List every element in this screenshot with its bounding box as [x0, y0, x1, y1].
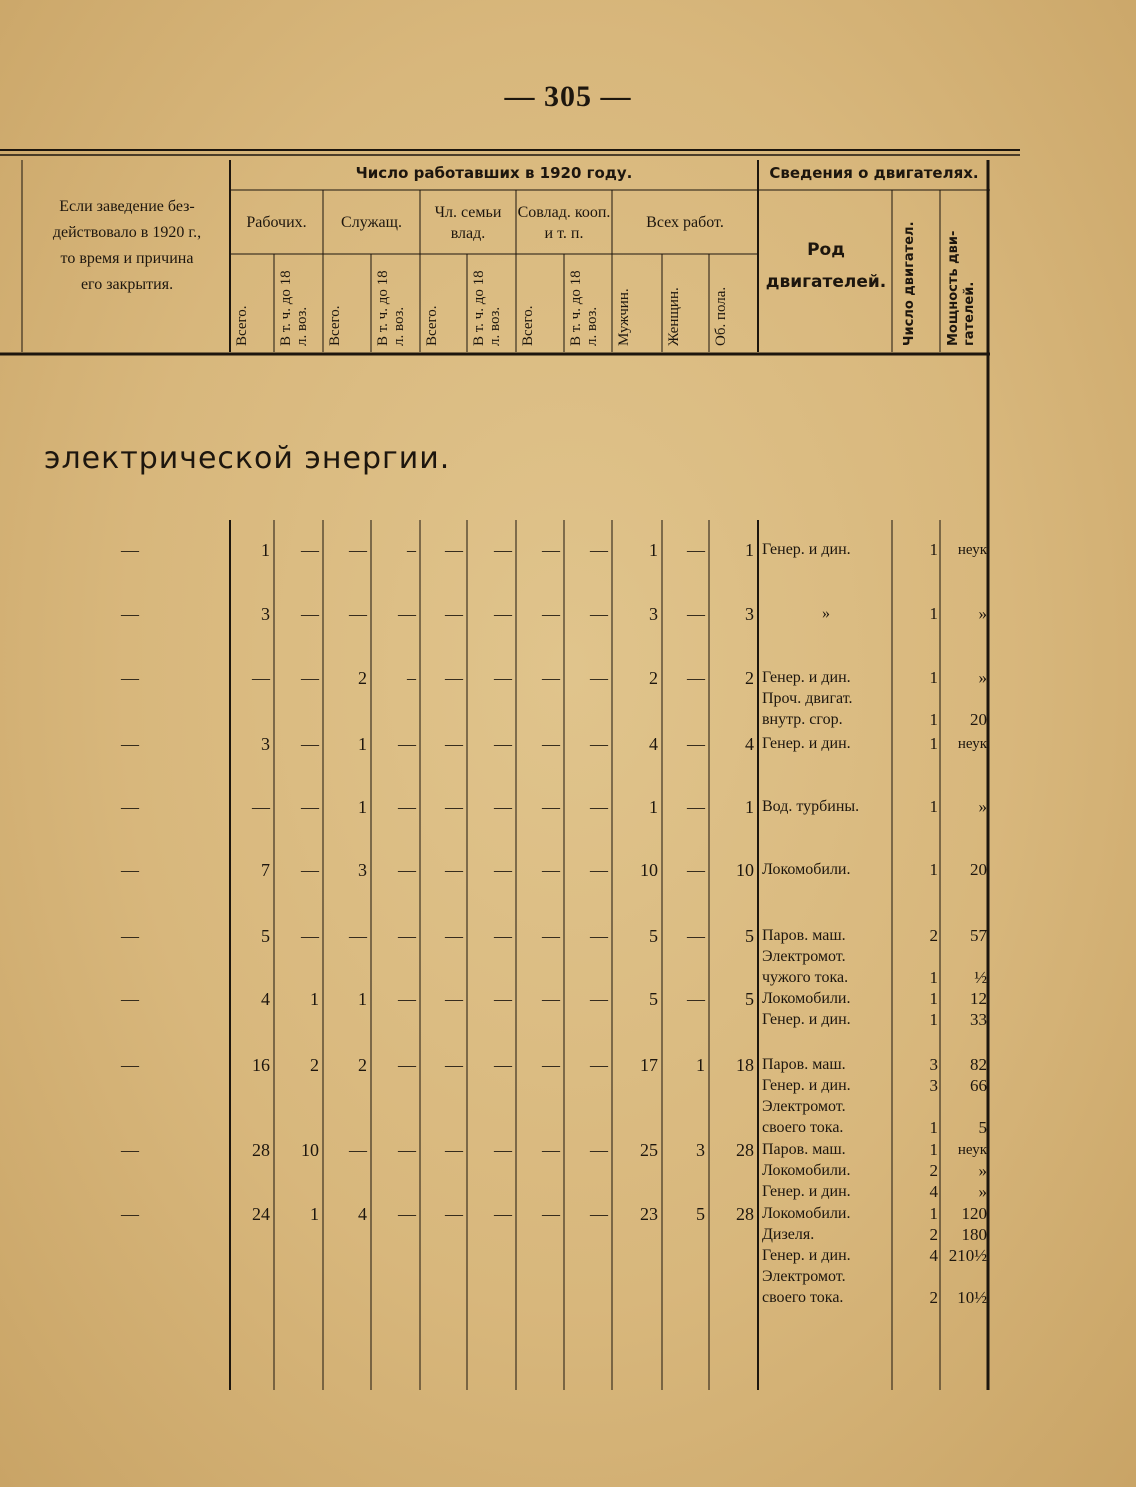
engine-count-cell: 2 — [929, 1161, 938, 1180]
table-cell: 4 — [649, 734, 658, 754]
engine-power-cell: » — [978, 668, 987, 687]
table-cell: — — [301, 860, 319, 880]
table-cell: 1 — [358, 797, 367, 817]
table-cell: — — [445, 1055, 463, 1075]
engine-kind-cell: Вод. турбины. — [762, 798, 860, 815]
table-cell: 1 — [696, 1055, 705, 1075]
subheader-both: Об. пола. — [713, 286, 729, 346]
engine-kind-line: двигателей. — [765, 272, 887, 292]
subheader-total: Всего. — [234, 305, 250, 346]
table-cell: 1 — [649, 797, 658, 817]
closure-cell: — — [121, 604, 139, 624]
table-cell: 1 — [358, 989, 367, 1009]
engine-power-cell: 33 — [970, 1010, 987, 1029]
subheader-minors: В т. ч. до 18 л. воз. — [278, 270, 310, 346]
engine-kind-cell: чужого тока. — [762, 969, 849, 986]
table-cell: — — [687, 989, 705, 1009]
table-cell: 5 — [745, 926, 754, 946]
table-cell: 2 — [358, 668, 367, 688]
engine-count-cell: 1 — [929, 1204, 938, 1223]
table-cell: — — [590, 860, 608, 880]
subheader-total: Всего. — [424, 305, 440, 346]
page-number: — 305 — — [504, 80, 632, 113]
table-cell: — — [542, 604, 560, 624]
table-cell: – — [407, 540, 416, 560]
closure-cell: — — [121, 926, 139, 946]
table-cell: — — [398, 989, 416, 1009]
engine-power-cell: 57 — [970, 926, 987, 945]
table-cell: 1 — [310, 989, 319, 1009]
table-cell: — — [590, 1140, 608, 1160]
table-cell: — — [494, 540, 512, 560]
table-cell: — — [252, 797, 270, 817]
table-cell: 3 — [261, 604, 270, 624]
engine-kind-cell: Генер. и дин. — [762, 669, 851, 686]
engine-power-cell: » — [978, 1161, 987, 1180]
engine-count-cell: 3 — [929, 1076, 938, 1095]
table-cell: — — [301, 797, 319, 817]
engine-kind-cell: Генер. и дин. — [762, 1183, 851, 1200]
table-cell: – — [407, 668, 416, 688]
table-cell: — — [398, 797, 416, 817]
engine-kind-cell: Генер. и дин. — [762, 541, 851, 558]
engine-count-cell: 1 — [929, 797, 938, 816]
engine-power-header: Мощность дви-гателей. — [946, 230, 977, 346]
table-cell: — — [445, 540, 463, 560]
engine-kind-cell: Локомобили. — [762, 1205, 851, 1222]
table-cell: 4 — [358, 1204, 367, 1224]
table-cell: — — [542, 1140, 560, 1160]
engine-power-cell: » — [978, 1182, 987, 1201]
subheader-minors: В т. ч. до 18 л. воз. — [375, 270, 407, 346]
engine-count-cell: 1 — [929, 604, 938, 623]
closure-cell: — — [121, 1204, 139, 1224]
table-cell: — — [349, 540, 367, 560]
table-cell: — — [494, 1055, 512, 1075]
table-cell: — — [445, 668, 463, 688]
engine-count-cell: 1 — [929, 1010, 938, 1029]
table-cell: — — [494, 989, 512, 1009]
table-cell: 3 — [696, 1140, 705, 1160]
table-cell: 1 — [358, 734, 367, 754]
engine-power-cell: 20 — [970, 860, 987, 879]
table-cell: — — [687, 604, 705, 624]
subheader-men: Мужчин. — [616, 288, 632, 346]
table-cell: — — [349, 1140, 367, 1160]
closure-note-line: действовало в 1920 г., — [52, 224, 202, 241]
engine-count-cell: 1 — [929, 860, 938, 879]
engine-kind-cell: Электромот. — [762, 948, 846, 965]
table-cell: 1 — [649, 540, 658, 560]
table-cell: — — [398, 1055, 416, 1075]
table-cell: — — [590, 604, 608, 624]
table-cell: — — [687, 860, 705, 880]
table-cell: 7 — [261, 860, 270, 880]
table-cell: — — [687, 926, 705, 946]
closure-cell: — — [121, 734, 139, 754]
engine-power-cell: 210½ — [948, 1246, 987, 1265]
engine-kind-cell: » — [822, 605, 830, 622]
table-cell: — — [445, 926, 463, 946]
table-cell: — — [252, 668, 270, 688]
engine-kind-cell: Локомобили. — [762, 1162, 851, 1179]
closure-cell: — — [121, 797, 139, 817]
table-cell: 10 — [301, 1140, 319, 1160]
engine-kind-cell: Генер. и дин. — [762, 1011, 851, 1028]
engine-kind-cell: Локомобили. — [762, 990, 851, 1007]
table-cell: — — [542, 668, 560, 688]
closure-cell: — — [121, 1140, 139, 1160]
table-cell: 5 — [649, 989, 658, 1009]
table-cell: — — [445, 734, 463, 754]
table-cell: 5 — [745, 989, 754, 1009]
engine-count-cell: 1 — [929, 710, 938, 729]
table-cell: — — [494, 604, 512, 624]
engine-kind-cell: внутр. сгор. — [762, 711, 843, 728]
engine-count-cell: 1 — [929, 668, 938, 687]
table-cell: — — [445, 604, 463, 624]
table-cell: — — [494, 926, 512, 946]
engine-count-cell: 3 — [929, 1055, 938, 1074]
table-cell: — — [301, 734, 319, 754]
table-cell: — — [590, 1055, 608, 1075]
table-cell: — — [445, 797, 463, 817]
table-cell: 4 — [261, 989, 270, 1009]
table-cell: — — [349, 926, 367, 946]
table-cell: — — [398, 734, 416, 754]
engine-count-cell: 4 — [929, 1182, 938, 1201]
engine-kind-cell: Паров. маш. — [762, 1056, 846, 1073]
engine-count-cell: 1 — [929, 734, 938, 753]
table-cell: — — [301, 540, 319, 560]
table-cell: — — [445, 860, 463, 880]
engine-power-cell: 82 — [970, 1055, 987, 1074]
engine-kind-cell: своего тока. — [762, 1119, 844, 1136]
engine-count-cell: 1 — [929, 968, 938, 987]
table-cell: — — [445, 1204, 463, 1224]
engine-kind-cell: Проч. двигат. — [762, 690, 853, 707]
table-cell: — — [349, 604, 367, 624]
table-cell: — — [494, 1204, 512, 1224]
table-cell: — — [687, 797, 705, 817]
table-cell: — — [445, 1140, 463, 1160]
engine-count-cell: 2 — [929, 926, 938, 945]
workers-title: Число работавших в 1920 году. — [355, 164, 633, 182]
table-cell: — — [687, 540, 705, 560]
table-cell: 3 — [745, 604, 754, 624]
engine-kind-cell: Электромот. — [762, 1098, 846, 1115]
table-cell: — — [398, 860, 416, 880]
table-cell: — — [590, 797, 608, 817]
closure-cell: — — [121, 860, 139, 880]
group-all: Всех работ. — [646, 214, 724, 231]
table-cell: 1 — [745, 797, 754, 817]
table-cell: — — [494, 668, 512, 688]
engine-kind-cell: Электромот. — [762, 1268, 846, 1285]
table-cell: — — [542, 989, 560, 1009]
engine-power-cell: неук — [957, 736, 987, 752]
table-cell: — — [542, 1204, 560, 1224]
group-coowners: Совлад. кооп. и т. п. — [517, 204, 611, 242]
engine-kind-cell: Генер. и дин. — [762, 1077, 851, 1094]
table-cell: — — [398, 604, 416, 624]
engine-kind-header — [760, 240, 892, 292]
table-cell: — — [590, 540, 608, 560]
table-cell: — — [494, 734, 512, 754]
table-cell: 1 — [310, 1204, 319, 1224]
engine-count-cell: 1 — [929, 989, 938, 1008]
group-family: Чл. семьи влад. — [434, 204, 502, 242]
engine-kind-cell: Генер. и дин. — [762, 1247, 851, 1264]
engine-count-cell: 1 — [929, 540, 938, 559]
table-cell: 25 — [640, 1140, 658, 1160]
table-cell: — — [494, 797, 512, 817]
engine-power-cell: 10½ — [957, 1288, 987, 1307]
closure-cell: — — [121, 989, 139, 1009]
table-cell: 28 — [736, 1140, 754, 1160]
closure-note-line: то время и причина — [60, 250, 194, 267]
engine-power-cell: неук — [957, 1142, 987, 1158]
engine-power-cell: ½ — [974, 968, 987, 987]
table-cell: — — [687, 734, 705, 754]
group-workers: Рабочих. — [246, 214, 307, 231]
table-cell: — — [687, 668, 705, 688]
table-cell: — — [301, 668, 319, 688]
table-cell: — — [398, 1140, 416, 1160]
engine-power-cell: 66 — [970, 1076, 987, 1095]
engine-kind-cell: Генер. и дин. — [762, 735, 851, 752]
engine-kind-cell: Паров. маш. — [762, 1141, 846, 1158]
engine-power-cell: 20 — [970, 710, 987, 729]
table-cell: — — [398, 926, 416, 946]
table-cell: 18 — [736, 1055, 754, 1075]
table-cell: — — [590, 668, 608, 688]
engine-kind-cell: Дизеля. — [762, 1226, 815, 1243]
table-cell: 3 — [649, 604, 658, 624]
subheader-total: Всего. — [327, 305, 343, 346]
engine-power-cell: » — [978, 604, 987, 623]
subheader-minors: В т. ч. до 18 л. воз. — [568, 270, 600, 346]
table-cell: 1 — [261, 540, 270, 560]
table-cell: — — [445, 989, 463, 1009]
section-title: электрической энергии. — [44, 441, 451, 476]
table-cell: — — [542, 1055, 560, 1075]
closure-note-line: Если заведение без- — [59, 198, 195, 215]
table-cell: 17 — [640, 1055, 658, 1075]
subheader-total: Всего. — [520, 305, 536, 346]
closure-cell: — — [121, 1055, 139, 1075]
table-cell: — — [301, 926, 319, 946]
table-cell: — — [542, 797, 560, 817]
table-cell: 3 — [261, 734, 270, 754]
engine-power-cell: » — [978, 797, 987, 816]
closure-cell: — — [121, 540, 139, 560]
table-cell: 23 — [640, 1204, 658, 1224]
engine-count-header: Число двигател. — [902, 221, 917, 346]
table-cell: — — [494, 1140, 512, 1160]
table-cell: 24 — [252, 1204, 270, 1224]
table-cell: — — [590, 989, 608, 1009]
table-cell: — — [494, 860, 512, 880]
table-cell: 2 — [358, 1055, 367, 1075]
engine-power-cell: 120 — [961, 1204, 987, 1223]
table-cell: 2 — [745, 668, 754, 688]
table-cell: — — [542, 734, 560, 754]
subheader-minors: В т. ч. до 18 л. воз. — [471, 270, 503, 346]
engine-power-cell: 5 — [978, 1118, 987, 1137]
engine-kind-cell: своего тока. — [762, 1289, 844, 1306]
engine-count-cell: 2 — [929, 1225, 938, 1244]
table-cell: 10 — [736, 860, 754, 880]
table-cell: — — [542, 860, 560, 880]
table-cell: — — [590, 734, 608, 754]
engine-power-cell: 180 — [961, 1225, 987, 1244]
subheader-women: Женщин. — [666, 287, 682, 346]
engine-kind-cell: Локомобили. — [762, 861, 851, 878]
table-cell: — — [542, 926, 560, 946]
table-cell: 2 — [310, 1055, 319, 1075]
table-cell: 3 — [358, 860, 367, 880]
table-cell: — — [542, 540, 560, 560]
table-cell: 4 — [745, 734, 754, 754]
table-cell: 1 — [745, 540, 754, 560]
engine-kind-line: Род — [807, 240, 845, 260]
closure-note-header — [24, 194, 230, 298]
table-cell: 5 — [649, 926, 658, 946]
engines-title: Сведения о двигателях. — [769, 164, 979, 182]
table-cell: — — [590, 926, 608, 946]
engine-kind-cell: Паров. маш. — [762, 927, 846, 944]
group-employees: Служащ. — [341, 214, 402, 231]
table-cell: 28 — [736, 1204, 754, 1224]
table-cell: — — [398, 1204, 416, 1224]
engine-count-cell: 1 — [929, 1118, 938, 1137]
closure-cell: — — [121, 668, 139, 688]
engine-count-cell: 1 — [929, 1140, 938, 1159]
closure-note-line: его закрытия. — [80, 276, 174, 293]
engine-count-cell: 2 — [929, 1288, 938, 1307]
engine-power-cell: 12 — [970, 989, 987, 1008]
table-cell: — — [301, 604, 319, 624]
engine-count-cell: 4 — [929, 1246, 938, 1265]
table-cell: 28 — [252, 1140, 270, 1160]
table-cell: — — [590, 1204, 608, 1224]
table-cell: 16 — [252, 1055, 270, 1075]
table-cell: 2 — [649, 668, 658, 688]
engine-power-cell: неук — [957, 542, 987, 558]
table-cell: 10 — [640, 860, 658, 880]
table-cell: 5 — [696, 1204, 705, 1224]
table-cell: 5 — [261, 926, 270, 946]
